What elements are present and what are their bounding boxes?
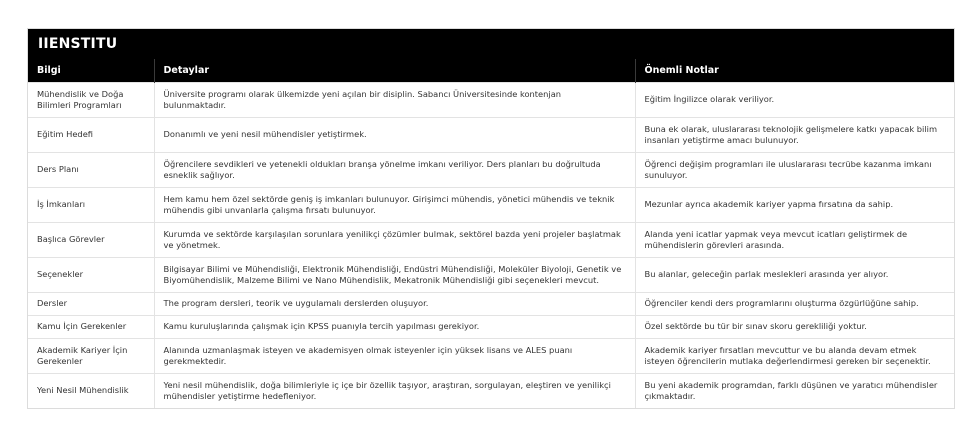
cell-bilgi: Dersler [28, 293, 154, 316]
cell-bilgi: Kamu İçin Gerekenler [28, 316, 154, 339]
cell-notlar: Buna ek olarak, uluslararası teknolojik gelişmelere katkı yapacak bilim insanları yetiştirme amacı bulunuyor. [635, 118, 954, 153]
cell-detaylar: Üniversite programı olarak ülkemizde yeni açılan bir disiplin. Sabancı Üniversitesinde kontenjan bulunmaktadır. [154, 83, 635, 118]
table-row [28, 153, 954, 188]
cell-notlar: Öğrenci değişim programları ile uluslararası tecrübe kazanma imkanı sunuluyor. [635, 153, 954, 188]
cell-bilgi: Seçenekler [28, 258, 154, 293]
table-row [28, 374, 954, 409]
brand-title: IIENSTITU [28, 29, 954, 59]
column-header-detaylar: Detaylar [154, 59, 635, 83]
table-row [28, 339, 954, 374]
cell-notlar: Akademik kariyer fırsatları mevcuttur ve bu alanda devam etmek isteyen öğrencilerin mutlaka değerlendirmesi gereken bir seçenektir. [635, 339, 954, 374]
column-header-onemli-notlar: Önemli Notlar [635, 59, 954, 83]
cell-notlar: Özel sektörde bu tür bir sınav skoru gerekliliği yoktur. [635, 316, 954, 339]
cell-bilgi: Ders Planı [28, 153, 154, 188]
cell-notlar: Mezunlar ayrıca akademik kariyer yapma fırsatına da sahip. [635, 188, 954, 223]
table-row [28, 258, 954, 293]
cell-bilgi: Mühendislik ve Doğa Bilimleri Programları [28, 83, 154, 118]
cell-detaylar: Kamu kuruluşlarında çalışmak için KPSS puanıyla tercih yapılması gerekiyor. [154, 316, 635, 339]
cell-notlar: Öğrenciler kendi ders programlarını oluşturma özgürlüğüne sahip. [635, 293, 954, 316]
cell-detaylar: Bilgisayar Bilimi ve Mühendisliği, Elektronik Mühendisliği, Endüstri Mühendisliği, Moleküler Biyoloji, Genetik ve Biyomühendislik, Malzeme Bilimi ve Nano Mühendislik, Mekatronik Mühendisliği gibi seçenekleri mevcut. [154, 258, 635, 293]
info-table [28, 59, 954, 408]
table-row [28, 223, 954, 258]
info-table-card [27, 28, 955, 409]
table-row [28, 316, 954, 339]
cell-notlar: Eğitim İngilizce olarak veriliyor. [635, 83, 954, 118]
cell-bilgi: Eğitim Hedefi [28, 118, 154, 153]
cell-detaylar: Öğrencilere sevdikleri ve yetenekli oldukları branşa yönelme imkanı veriliyor. Ders planları bu doğrultuda esneklik sağlıyor. [154, 153, 635, 188]
cell-detaylar: The program dersleri, teorik ve uygulamalı derslerden oluşuyor. [154, 293, 635, 316]
table-row [28, 118, 954, 153]
cell-notlar: Bu yeni akademik programdan, farklı düşünen ve yaratıcı mühendisler çıkmaktadır. [635, 374, 954, 409]
cell-detaylar: Kurumda ve sektörde karşılaşılan sorunlara yenilikçi çözümler bulmak, sektörel bazda yeni projeler başlatmak ve yönetmek. [154, 223, 635, 258]
cell-detaylar: Donanımlı ve yeni nesil mühendisler yetiştirmek. [154, 118, 635, 153]
table-row [28, 83, 954, 118]
cell-bilgi: Yeni Nesil Mühendislik [28, 374, 154, 409]
column-header-bilgi: Bilgi [28, 59, 154, 83]
table-row [28, 293, 954, 316]
cell-detaylar: Alanında uzmanlaşmak isteyen ve akademisyen olmak isteyenler için yüksek lisans ve ALES puanı gerekmektedir. [154, 339, 635, 374]
cell-bilgi: Başlıca Görevler [28, 223, 154, 258]
cell-notlar: Alanda yeni icatlar yapmak veya mevcut icatları geliştirmek de mühendislerin görevleri arasında. [635, 223, 954, 258]
table-header-row [28, 59, 954, 83]
cell-bilgi: Akademik Kariyer İçin Gerekenler [28, 339, 154, 374]
cell-notlar: Bu alanlar, geleceğin parlak meslekleri arasında yer alıyor. [635, 258, 954, 293]
cell-detaylar: Yeni nesil mühendislik, doğa bilimleriyle iç içe bir özellik taşıyor, araştıran, sorgulayan, eleştiren ve yenilikçi mühendisler yetiştirme hedefleniyor. [154, 374, 635, 409]
cell-bilgi: İş İmkanları [28, 188, 154, 223]
table-row [28, 188, 954, 223]
cell-detaylar: Hem kamu hem özel sektörde geniş iş imkanları bulunuyor. Girişimci mühendis, yönetici mühendis ve teknik mühendis gibi unvanlarla çalışma fırsatı bulunuyor. [154, 188, 635, 223]
